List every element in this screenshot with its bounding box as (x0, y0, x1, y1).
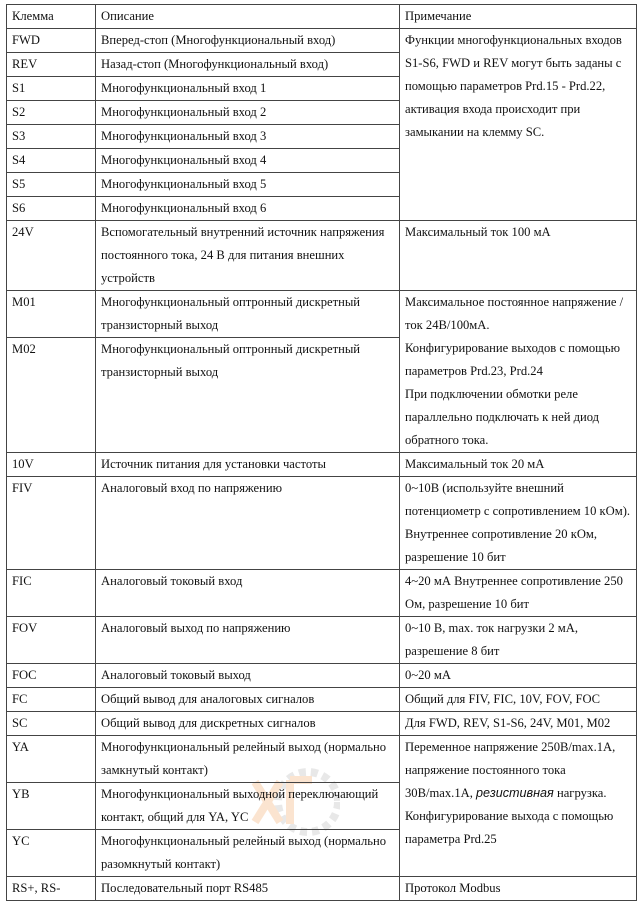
table-row (7, 221, 637, 291)
description-cell: Многофункциональный оптронный дискретный транзисторный выход (96, 291, 400, 338)
description-cell: Многофункциональный выходной переключающий контакт, общий для YA, YC (96, 783, 400, 830)
note-inputs: Функции многофункциональных входов S1-S6, FWD и REV могут быть заданы с помощью параметров Prd.15 - Prd.22, активация входа происходит при замыкании на клемму SC. (400, 29, 637, 221)
description-cell: Аналоговый вход по напряжению (96, 477, 400, 570)
note-relay-part-1: Переменное напряжение 250В/max.1A, напряжение постоянного тока 30В/max.1A, (405, 740, 616, 800)
note-outputs-line-1: Максимальное постоянное напряжение /ток 24В/100мА. (405, 295, 624, 332)
terminal-cell: RS+, RS- (7, 877, 96, 901)
note-cell: Максимальный ток 20 мА (400, 453, 637, 477)
terminal-cell: S4 (7, 149, 96, 173)
description-cell: Многофункциональный вход 2 (96, 101, 400, 125)
note-outputs-line-2: Конфигурирование выходов с помощью параметров Prd.23, Prd.24 (405, 341, 620, 378)
note-cell: Протокол Modbus (400, 877, 637, 901)
note-cell: Общий для FIV, FIC, 10V, FOV, FOC (400, 688, 637, 712)
terminal-cell: M01 (7, 291, 96, 338)
note-cell: 4~20 мА Внутреннее сопротивление 250 Ом, разрешение 10 бит (400, 570, 637, 617)
terminal-cell: FC (7, 688, 96, 712)
terminal-cell: SC (7, 712, 96, 736)
note-relay-part-2: резистивная (476, 786, 554, 800)
description-cell: Многофункциональный оптронный дискретный транзисторный выход (96, 338, 400, 453)
note-cell: Максимальный ток 100 мА (400, 221, 637, 291)
description-cell: Аналоговый выход по напряжению (96, 617, 400, 664)
note-cell: 0~10В (используйте внешний потенциометр с сопротивлением 10 кОм). Внутреннее сопротивление 20 кОм, разрешение 10 бит (400, 477, 637, 570)
terminal-cell: FIC (7, 570, 96, 617)
description-cell: Многофункциональный вход 6 (96, 197, 400, 221)
terminal-cell: YA (7, 736, 96, 783)
header-note: Примечание (400, 5, 637, 29)
description-cell: Многофункциональный вход 4 (96, 149, 400, 173)
terminal-cell: S1 (7, 77, 96, 101)
table-row (7, 712, 637, 736)
terminal-cell: 10V (7, 453, 96, 477)
table-row (7, 570, 637, 617)
header-description: Описание (96, 5, 400, 29)
description-cell: Общий вывод для дискретных сигналов (96, 712, 400, 736)
terminal-cell: S3 (7, 125, 96, 149)
terminal-cell: REV (7, 53, 96, 77)
note-relay-part-3: нагрузка. (556, 786, 607, 800)
note-relay-part-4: Конфигурирование выхода с помощью параметра Prd.25 (405, 809, 614, 846)
terminal-cell: FOC (7, 664, 96, 688)
description-cell: Многофункциональный вход 1 (96, 77, 400, 101)
terminal-cell: YC (7, 830, 96, 877)
terminal-cell: 24V (7, 221, 96, 291)
terminals-table (6, 4, 637, 901)
description-cell: Вспомогательный внутренний источник напряжения постоянного тока, 24 В для питания внешних устройств (96, 221, 400, 291)
description-cell: Источник питания для установки частоты (96, 453, 400, 477)
description-cell: Многофункциональный релейный выход (нормально замкнутый контакт) (96, 736, 400, 783)
table-row (7, 688, 637, 712)
terminal-cell: S6 (7, 197, 96, 221)
description-cell: Аналоговый токовый выход (96, 664, 400, 688)
terminal-cell: YB (7, 783, 96, 830)
description-cell: Многофункциональный вход 3 (96, 125, 400, 149)
terminal-cell: S2 (7, 101, 96, 125)
terminal-cell: S5 (7, 173, 96, 197)
description-cell: Многофункциональный релейный выход (нормально разомкнутый контакт) (96, 830, 400, 877)
table-row (7, 291, 637, 338)
terminal-cell: FIV (7, 477, 96, 570)
note-cell: Для FWD, REV, S1-S6, 24V, M01, M02 (400, 712, 637, 736)
note-outputs-line-3: При подключении обмотки реле параллельно подключать к ней диод обратного тока. (405, 387, 600, 447)
terminal-cell: FOV (7, 617, 96, 664)
table-row (7, 617, 637, 664)
note-relay (400, 736, 637, 877)
table-row (7, 29, 637, 53)
description-cell: Общий вывод для аналоговых сигналов (96, 688, 400, 712)
description-cell: Последовательный порт RS485 (96, 877, 400, 901)
description-cell: Назад-стоп (Многофункциональный вход) (96, 53, 400, 77)
terminal-cell: M02 (7, 338, 96, 453)
terminal-cell: FWD (7, 29, 96, 53)
table-row (7, 877, 637, 901)
header-terminal: Клемма (7, 5, 96, 29)
description-cell: Вперед-стоп (Многофункциональный вход) (96, 29, 400, 53)
table-row (7, 477, 637, 570)
table-row (7, 664, 637, 688)
table-row (7, 736, 637, 783)
note-cell: 0~20 мА (400, 664, 637, 688)
table-header (7, 5, 637, 29)
note-outputs (400, 291, 637, 453)
description-cell: Многофункциональный вход 5 (96, 173, 400, 197)
note-cell: 0~10 В, max. ток нагрузки 2 мА, разрешение 8 бит (400, 617, 637, 664)
description-cell: Аналоговый токовый вход (96, 570, 400, 617)
table-row (7, 453, 637, 477)
